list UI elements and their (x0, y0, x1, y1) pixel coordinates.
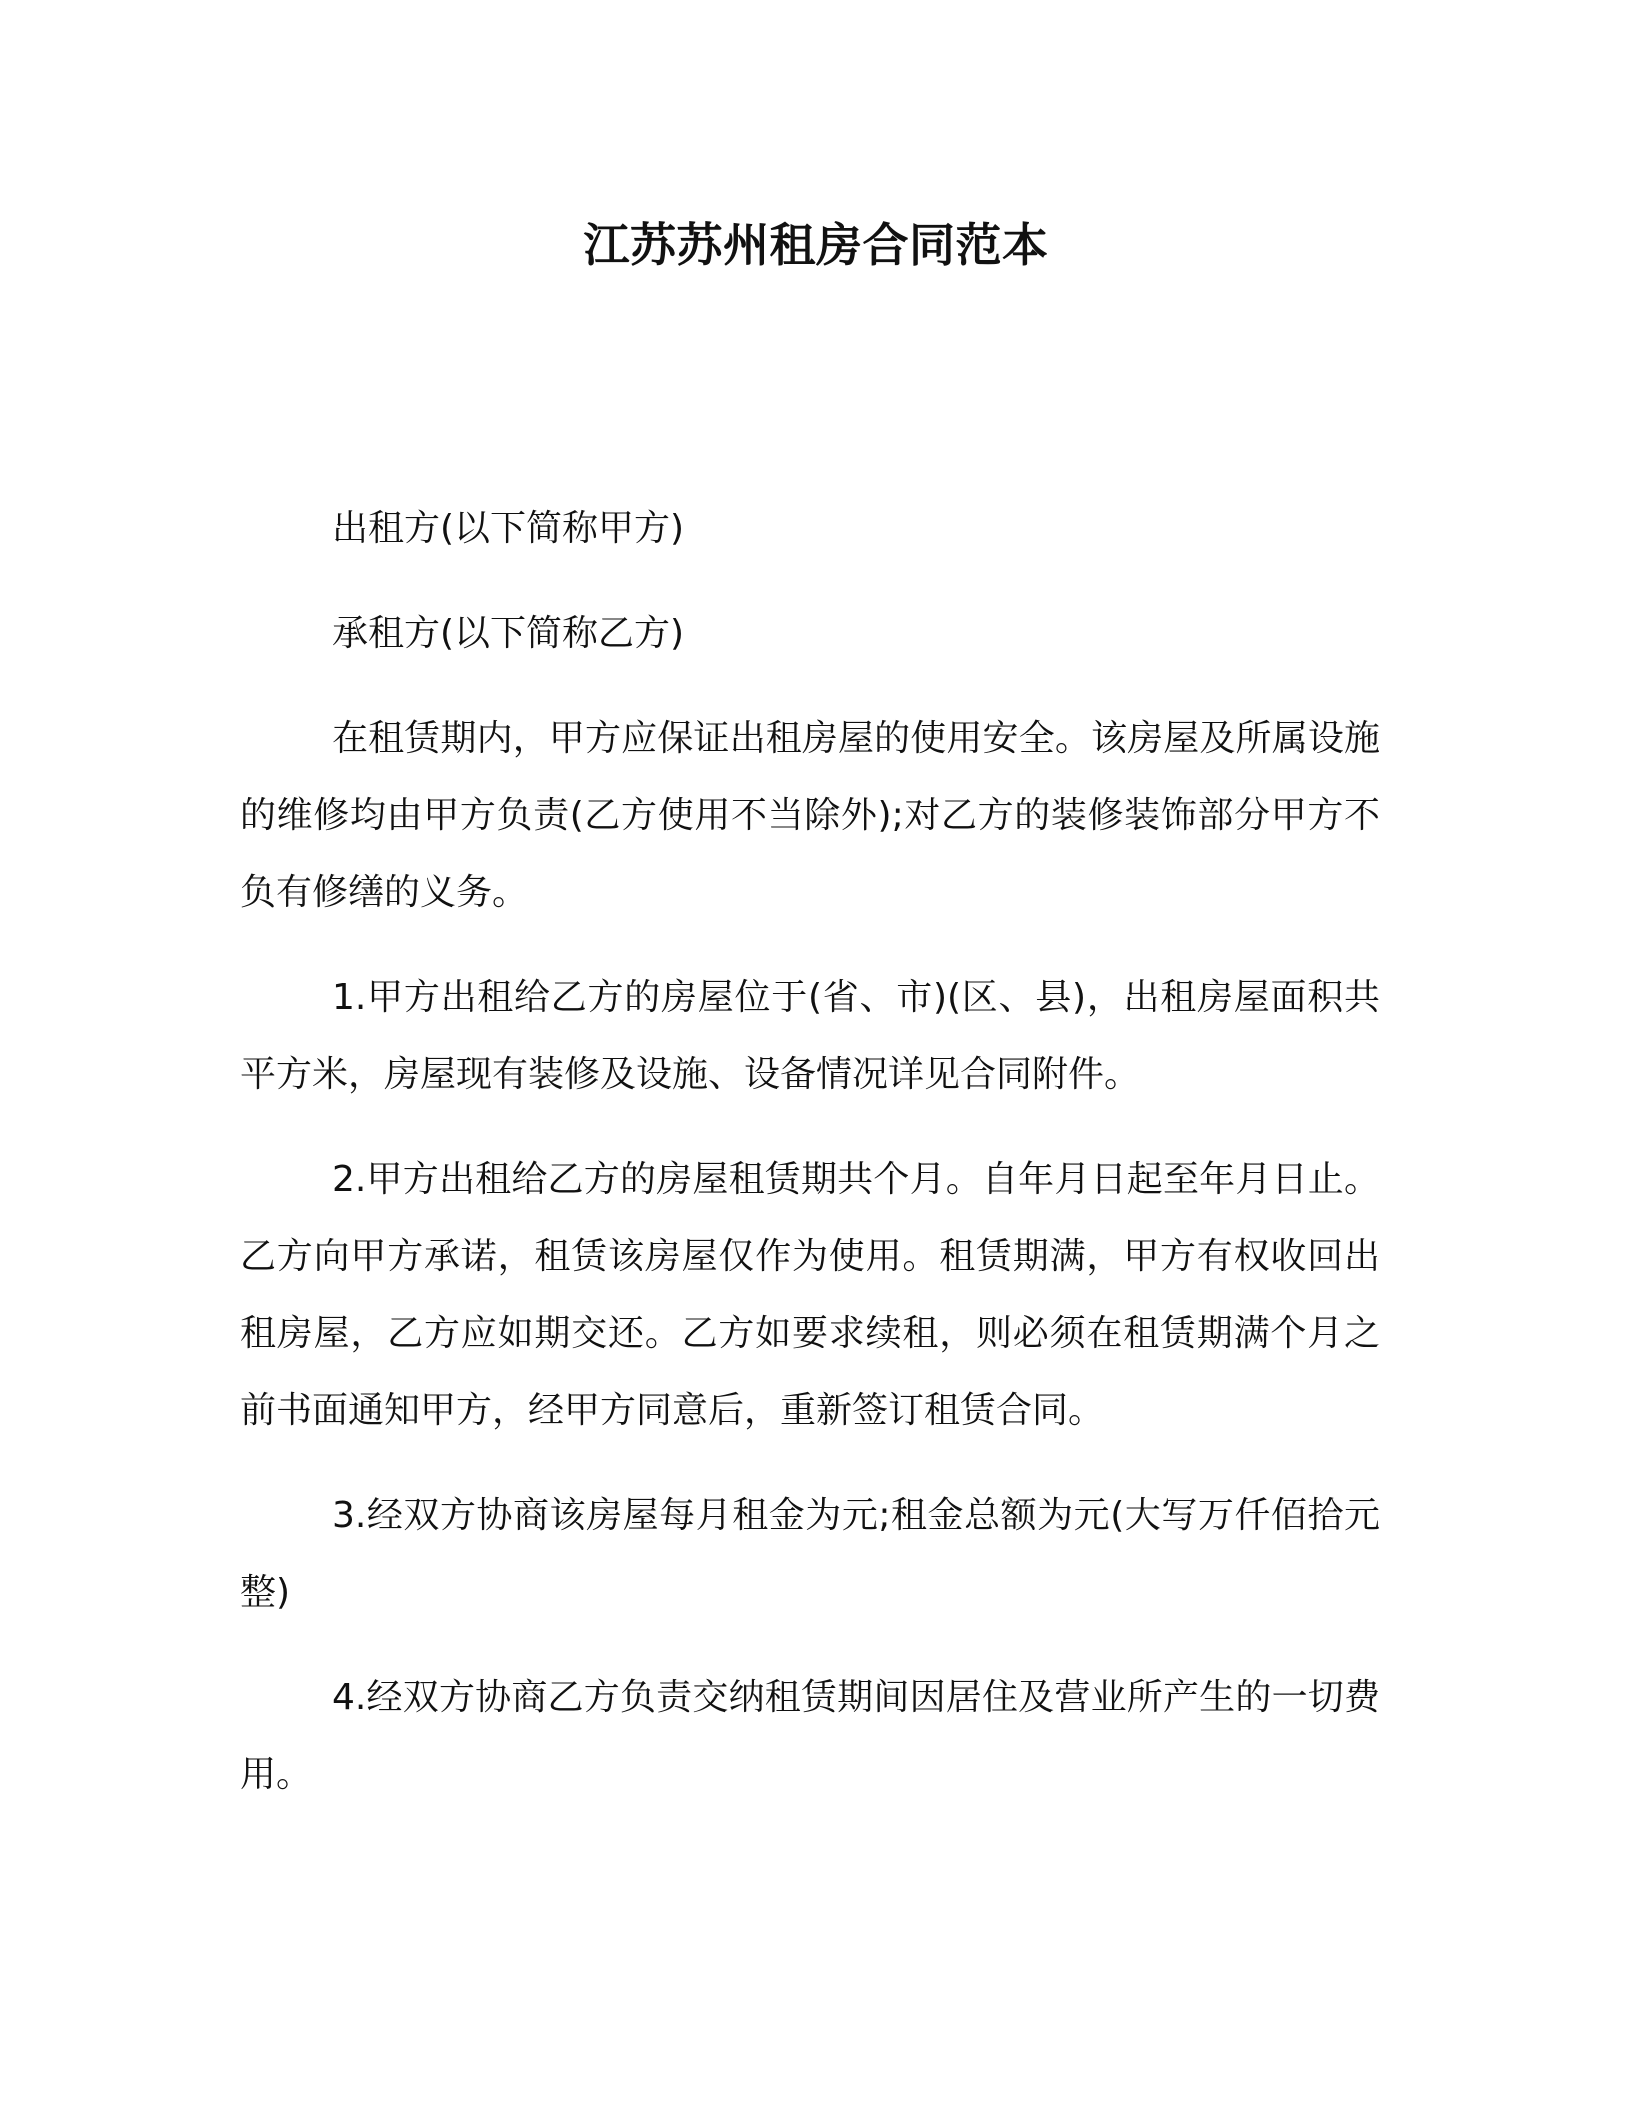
document-title: 江苏苏州租房合同范本 (583, 218, 1049, 272)
paragraph-maintenance: 在租赁期内，甲方应保证出租房屋的使用安全。该房屋及所属设施的维修均由甲方负责(乙方使用不当除外);对乙方的装修装饰部分甲方不负有修缮的义务。 (240, 718, 1380, 913)
clause-4: 4.经双方协商乙方负责交纳租赁期间因居住及营业所产生的一切费用。 (240, 1677, 1380, 1795)
clause-3: 3.经双方协商该房屋每月租金为元;租金总额为元(大写万仟佰拾元整) (240, 1495, 1380, 1613)
document-body (240, 490, 1380, 1841)
clause-2: 2.甲方出租给乙方的房屋租赁期共个月。自年月日起至年月日止。乙方向甲方承诺，租赁该房屋仅作为使用。租赁期满，甲方有权收回出租房屋，乙方应如期交还。乙方如要求续租，则必须在租赁期满个月之前书面通知甲方，经甲方同意后，重新签订租赁合同。 (240, 1159, 1380, 1431)
lessee-line: 承租方(以下简称乙方) (332, 613, 685, 654)
lessor-line: 出租方(以下简称甲方) (332, 508, 685, 549)
clause-1: 1.甲方出租给乙方的房屋位于(省、市)(区、县)，出租房屋面积共平方米，房屋现有装修及设施、设备情况详见合同附件。 (240, 977, 1380, 1095)
